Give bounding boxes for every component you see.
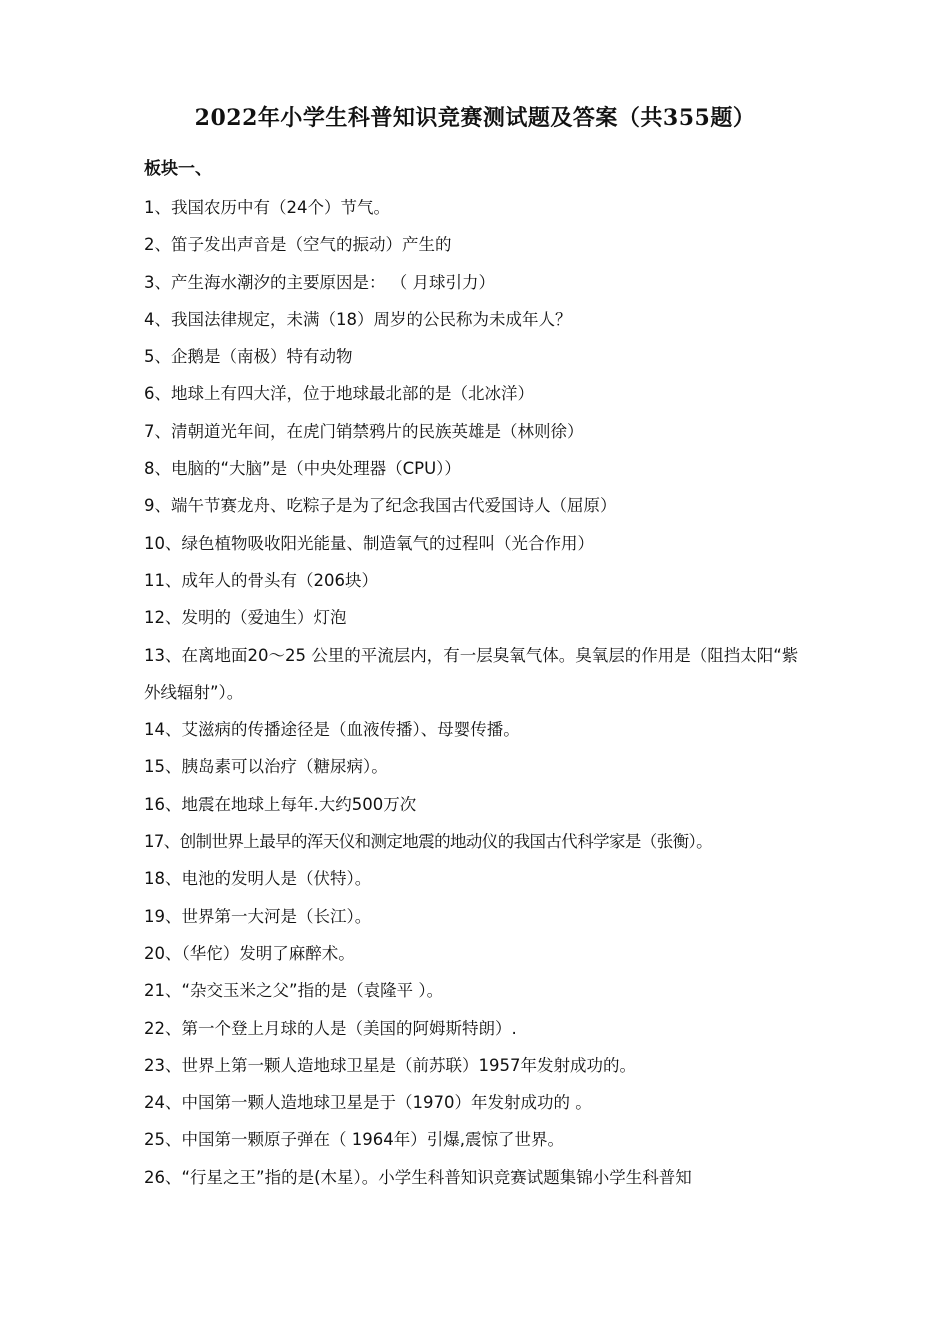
question-item: 18、电池的发明人是（伏特）。 — [144, 869, 372, 889]
question-item: 20、（华佗）发明了麻醉术。 — [144, 943, 355, 963]
section-heading: 板块一、 — [144, 159, 212, 179]
question-item: 15、胰岛素可以治疗（糖尿病）。 — [144, 757, 388, 777]
question-item: 7、清朝道光年间，在虎门销禁鸦片的民族英雄是（林则徐） — [144, 421, 584, 441]
question-item: 10、绿色植物吸收阳光能量、制造氧气的过程叫（光合作用） — [144, 533, 594, 553]
question-item: 1、我国农历中有（24个）节气。 — [144, 198, 390, 217]
question-item: 22、第一个登上月球的人是（美国的阿姆斯特朗）. — [144, 1018, 517, 1038]
question-item: 25、中国第一颗原子弹在（ 1964年）引爆,震惊了世界。 — [144, 1130, 564, 1150]
question-item: 16、地震在地球上每年.大约500万次 — [144, 794, 417, 814]
question-item: 2、笛子发出声音是（空气的振动）产生的 — [144, 235, 452, 255]
question-item: 24、中国第一颗人造地球卫星是于（1970）年发射成功的 。 — [144, 1093, 592, 1113]
question-item: 23、世界上第一颗人造地球卫星是（前苏联）1957年发射成功的。 — [144, 1055, 636, 1075]
question-item: 17、创制世界上最早的浑天仪和测定地震的地动仪的我国古代科学家是（张衡）。 — [144, 832, 713, 852]
question-item: 8、电脑的“大脑”是（中央处理器（CPU）） — [144, 459, 461, 479]
question-item: 19、世界第一大河是（长江）。 — [144, 906, 372, 926]
question-item: 21、“杂交玉米之父”指的是（袁隆平 ）。 — [144, 981, 444, 1001]
question-item: 4、我国法律规定，未满（18）周岁的公民称为未成年人？ — [144, 309, 572, 329]
document-title: 2022年小学生科普知识竞赛测试题及答案（共355题） — [194, 105, 756, 131]
question-item: 12、发明的（爱迪生）灯泡 — [144, 608, 347, 628]
question-item: 26、“行星之王”指的是(木星）。小学生科普知识竞赛试题集锦小学生科普知 — [144, 1167, 692, 1187]
question-item: 5、企鹅是（南极）特有动物 — [144, 347, 353, 367]
question-item: 6、地球上有四大洋，位于地球最北部的是（北冰洋） — [144, 384, 534, 404]
question-item: 9、端午节赛龙舟、吃粽子是为了纪念我国古代爱国诗人（屈原） — [144, 496, 617, 516]
question-item: 3、产生海水潮汐的主要原因是： （ 月球引力） — [144, 272, 495, 292]
question-item: 14、艾滋病的传播途径是（血液传播）、母婴传播。 — [144, 720, 520, 740]
question-list — [144, 189, 814, 1196]
question-item: 13、在离地面20～25 公里的平流层内，有一层臭氧气体。臭氧层的作用是（阻挡太阳“紫外线辐射”）。 — [144, 645, 799, 702]
question-item: 11、成年人的骨头有（206块） — [144, 570, 378, 590]
